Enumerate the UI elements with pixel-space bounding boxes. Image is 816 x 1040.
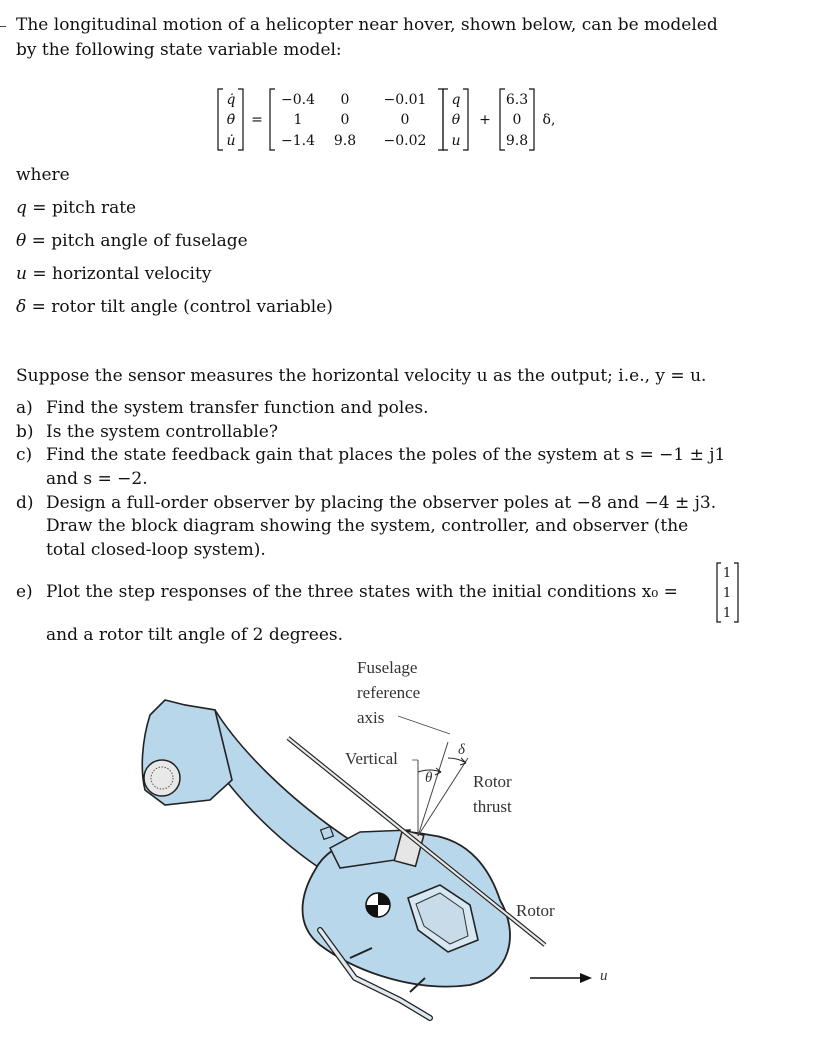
- a-31: −1.4: [281, 133, 315, 149]
- margin-mark: [0, 26, 6, 27]
- part-b-text: Is the system controllable?: [46, 422, 278, 442]
- part-c-line-1: Find the state feedback gain that places the poles of the system at s = −1 ± j1: [46, 445, 726, 465]
- x-q: q: [451, 92, 461, 108]
- b-2: 0: [512, 112, 522, 128]
- a-32: 9.8: [333, 133, 357, 149]
- label-fuselage-2: reference: [357, 683, 421, 702]
- x0-1: 1: [722, 566, 732, 581]
- state-dot-theta: θ̇: [226, 112, 236, 128]
- def-q: [16, 198, 136, 218]
- label-rotor: Rotor: [516, 901, 555, 920]
- part-c-line-2: and s = −2.: [46, 469, 148, 489]
- b-3: 9.8: [505, 133, 529, 149]
- input-delta: δ,: [542, 112, 556, 128]
- part-e-label: e): [16, 582, 33, 602]
- tail-rotor: [144, 760, 180, 796]
- x0-vector: [714, 560, 742, 626]
- part-d-label: d): [16, 493, 34, 513]
- label-fuselage-3: axis: [357, 708, 385, 727]
- def-theta: [16, 231, 248, 251]
- label-theta: θ: [425, 770, 433, 786]
- def-symbol: δ: [16, 297, 27, 317]
- part-d-line-2: Draw the block diagram showing the system, controller, and observer (the: [46, 516, 689, 536]
- x-u: u: [451, 133, 461, 149]
- state-dot-q: q̇: [226, 92, 236, 108]
- label-fuselage-1: Fuselage: [357, 658, 418, 677]
- label-rotor-thrust-1: Rotor: [473, 772, 512, 791]
- part-c-label: c): [16, 445, 33, 465]
- def-text: = pitch angle of fuselage: [26, 231, 248, 251]
- a-11: −0.4: [281, 92, 315, 108]
- velocity-arrowhead: [580, 973, 592, 983]
- fuselage-axis-line: [418, 742, 448, 836]
- def-delta: [16, 297, 333, 317]
- x0-2: 1: [722, 586, 732, 601]
- part-d-line-1: Design a full-order observer by placing the observer poles at −8 and −4 ± j3.: [46, 493, 717, 513]
- label-delta: δ: [458, 742, 465, 758]
- state-dot-u: u̇: [226, 133, 236, 149]
- a-22: 0: [340, 112, 350, 128]
- def-symbol: θ: [16, 231, 27, 251]
- def-text: = rotor tilt angle (control variable): [26, 297, 333, 317]
- x0-3: 1: [722, 606, 732, 621]
- part-a-label: a): [16, 398, 33, 418]
- b-1: 6.3: [505, 92, 529, 108]
- def-text: = pitch rate: [26, 198, 137, 218]
- label-vertical: Vertical: [345, 749, 398, 768]
- part-d-line-3: total closed-loop system).: [46, 540, 266, 560]
- part-e-line-2: and a rotor tilt angle of 2 degrees.: [46, 625, 344, 645]
- part-e-line-1: Plot the step responses of the three states with the initial conditions x₀ =: [46, 582, 678, 602]
- state-equation: [205, 84, 565, 156]
- suppose-text: Suppose the sensor measures the horizontal velocity u as the output; i.e., y = u.: [16, 366, 707, 386]
- def-u: [16, 264, 211, 284]
- intro-line-1: The longitudinal motion of a helicopter near hover, shown below, can be modeled: [16, 15, 718, 35]
- def-symbol: u: [16, 264, 27, 284]
- part-a-text: Find the system transfer function and poles.: [46, 398, 429, 418]
- label-u: u: [600, 968, 608, 984]
- a-13: −0.01: [383, 92, 427, 108]
- plus-sign: +: [479, 112, 491, 128]
- fuselage-leader: [398, 716, 450, 734]
- intro-line-2: by the following state variable model:: [16, 40, 342, 60]
- a-23: 0: [400, 112, 410, 128]
- a-33: −0.02: [383, 133, 427, 149]
- x-theta: θ: [451, 112, 461, 128]
- label-rotor-thrust-2: thrust: [473, 797, 512, 816]
- a-12: 0: [340, 92, 350, 108]
- equals-sign: =: [251, 112, 263, 128]
- def-symbol: q: [16, 198, 27, 218]
- part-b-label: b): [16, 422, 34, 442]
- def-text: = horizontal velocity: [26, 264, 212, 284]
- a-21: 1: [293, 112, 303, 128]
- where-label: where: [16, 165, 70, 185]
